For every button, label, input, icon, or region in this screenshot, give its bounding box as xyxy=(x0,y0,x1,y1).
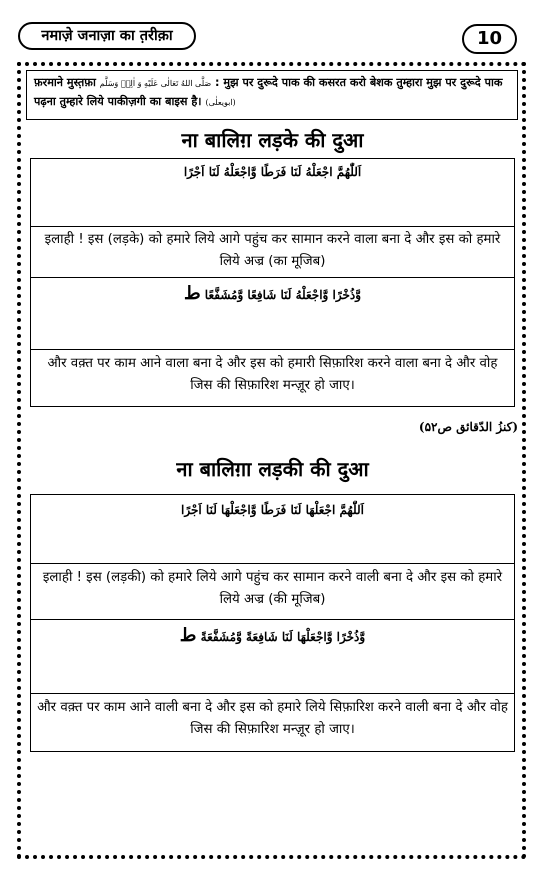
page-title: नमाज़े जनाज़ा का त़रीक़ा xyxy=(18,22,196,50)
arabic-line-1: اَللّٰهُمَّ اجْعَلْهُ لَنَا فَرَطًا وَّاجْعَلْهُ لَنَا اَجْرًا xyxy=(183,165,362,179)
waqf-mark: ط xyxy=(183,283,201,304)
prayer-box-girl xyxy=(30,494,515,752)
section-heading-girl: ना बालिग़ा लड़की की दुआ xyxy=(176,457,369,481)
translation-line-1: इलाही ! इस (लड़की) को हमारे लिये आगे पहुंच कर सामान करने वाली बना दे और इस को हमारे लिये अज्र (की मूजिब) xyxy=(42,570,503,607)
notice-source: (ابویعلٰی) xyxy=(205,98,236,107)
reference-citation: (كنزُ الدّقائق ص۵۲) xyxy=(418,420,518,434)
translation-line-2: और वक़्त पर काम आने वाली बना दे और इस को हमारे लिये सिफ़ारिश करने वाली बना दे और वोह जिस की सिफ़ारिश मन्ज़ूर हो जाए। xyxy=(37,700,508,737)
page-number: 10 xyxy=(462,24,517,54)
waqf-mark: ط xyxy=(179,625,197,646)
notice-blessing: صَلَّى اللهُ تَعَالٰى عَلَيْهِ وَ اٰلِهٖ وَسَلَّم xyxy=(99,79,212,88)
divider xyxy=(31,693,514,694)
notice-box xyxy=(26,70,518,120)
translation-line-2: और वक़्त पर काम आने वाला बना दे और इस को हमारी सिफ़ारिश करने वाला बना दे और वोह जिस की सिफ़ारिश मन्ज़ूर हो जाए। xyxy=(47,356,498,393)
divider xyxy=(31,226,514,227)
arabic-line-2 xyxy=(31,283,514,304)
notice-text: : मुझ पर दुरूदे पाक की कसरत करो बेशक तुम्हारा मुझ पर दुरूदे पाक पढ़ना तुम्हारे लिये पाकीज़गी का बाइस है। xyxy=(34,76,503,108)
arabic-line-2 xyxy=(31,625,514,646)
arabic-text: وَّذُخْرًا وَّاجْعَلْهُ لَنَا شَافِعًا وَّمُشَفَّعًا xyxy=(204,288,362,302)
divider xyxy=(31,563,514,564)
divider xyxy=(31,619,514,620)
divider xyxy=(31,277,514,278)
prayer-box-boy xyxy=(30,158,515,407)
notice-label: फ़रमाने मुस्त़फ़ा xyxy=(34,76,96,89)
translation-line-1: इलाही ! इस (लड़के) को हमारे लिये आगे पहुंच कर सामान करने वाला बना दे और इस को हमारे लिये अज्र (का मूजिब) xyxy=(44,232,501,269)
arabic-text: وَّذُخْرًا وَّاجْعَلْهَا لَنَا شَافِعَةً وَّمُشَفَّعَةً xyxy=(200,630,366,644)
arabic-line-1: اَللّٰهُمَّ اجْعَلْهَا لَنَا فَرَطًا وَّاجْعَلْهَا لَنَا اَجْرًا xyxy=(181,503,364,517)
section-heading-boy: ना बालिग़ लड़के की दुआ xyxy=(181,128,364,152)
divider xyxy=(31,349,514,350)
